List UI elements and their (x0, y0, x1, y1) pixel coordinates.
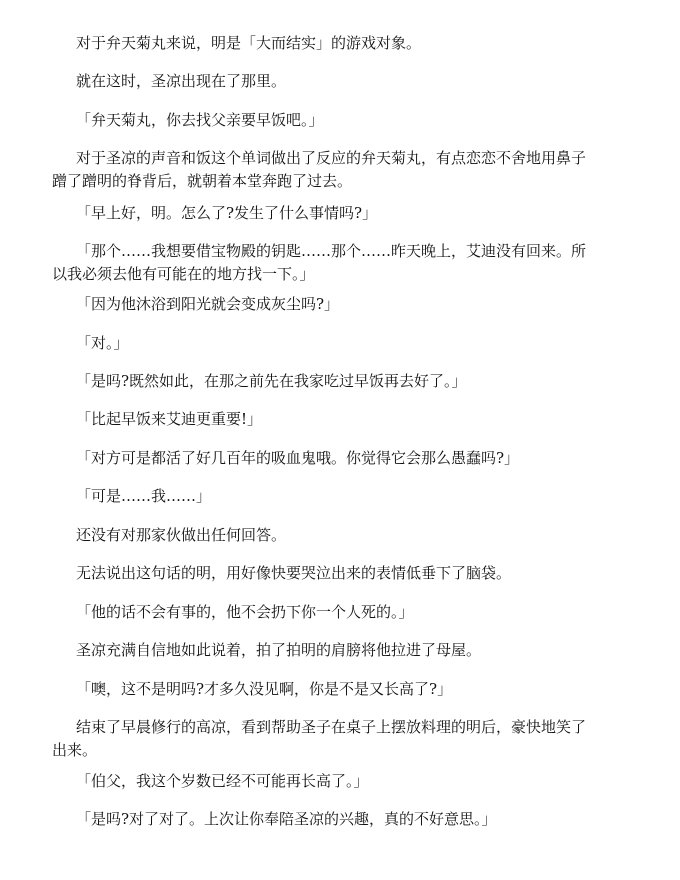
paragraph-17: 「噢，这不是明吗?才多久没见啊，你是不是又长高了?」 (76, 680, 453, 698)
paragraph-20: 「是吗?对了对了。上次让你奉陪圣凉的兴趣，真的不好意思。」 (76, 810, 497, 828)
paragraph-18 (52, 716, 636, 762)
paragraph-4 (52, 147, 636, 193)
paragraph-5: 「早上好，明。怎么了?发生了什么事情吗?」 (76, 204, 378, 222)
paragraph-4-line-1: 对于圣凉的声音和饭这个单词做出了反应的弁天菊丸，有点恋恋不舍地用鼻子 (76, 149, 587, 167)
paragraph-6-line-1: 「那个……我想要借宝物殿的钥匙……那个……昨天晚上，艾迪没有回来。所 (76, 242, 587, 260)
paragraph-6 (52, 240, 636, 286)
paragraph-1: 对于弁天菊丸来说，明是「大而结实」的游戏对象。 (76, 34, 422, 52)
paragraph-6-line-2: 以我必须去他有可能在的地方找一下。」 (52, 265, 315, 283)
paragraph-4-line-2: 蹭了蹭明的脊背后，就朝着本堂奔跑了过去。 (52, 172, 353, 190)
paragraph-14: 无法说出这句话的明，用好像快要哭泣出来的表情低垂下了脑袋。 (76, 564, 512, 582)
paragraph-15: 「他的话不会有事的，他不会扔下你一个人死的。」 (76, 603, 414, 621)
paragraph-18-line-2: 出来。 (52, 741, 98, 759)
paragraph-13: 还没有对那家伙做出任何回答。 (76, 526, 287, 544)
paragraph-16: 圣凉充满自信地如此说着，拍了拍明的肩膀将他拉进了母屋。 (76, 641, 482, 659)
paragraph-7: 「因为他沐浴到阳光就会变成灰尘吗?」 (76, 295, 340, 313)
paragraph-18-line-1: 结束了早晨修行的高凉，看到帮助圣子在桌子上摆放料理的明后，豪快地笑了 (76, 718, 587, 736)
paragraph-19: 「伯父，我这个岁数已经不可能再长高了。」 (76, 772, 369, 790)
paragraph-9: 「是吗?既然如此，在那之前先在我家吃过早饭再去好了。」 (76, 372, 467, 390)
paragraph-3: 「弁天菊丸，你去找父亲要早饭吧。」 (76, 111, 324, 129)
paragraph-11: 「对方可是都活了好几百年的吸血鬼哦。你觉得它会那么愚蠢吗?」 (76, 449, 520, 467)
paragraph-8: 「对。」 (76, 334, 129, 352)
paragraph-12: 「可是……我……」 (76, 487, 212, 505)
paragraph-10: 「比起早饭来艾迪更重要!」 (76, 410, 263, 428)
paragraph-2: 就在这时，圣凉出现在了那里。 (76, 72, 287, 90)
